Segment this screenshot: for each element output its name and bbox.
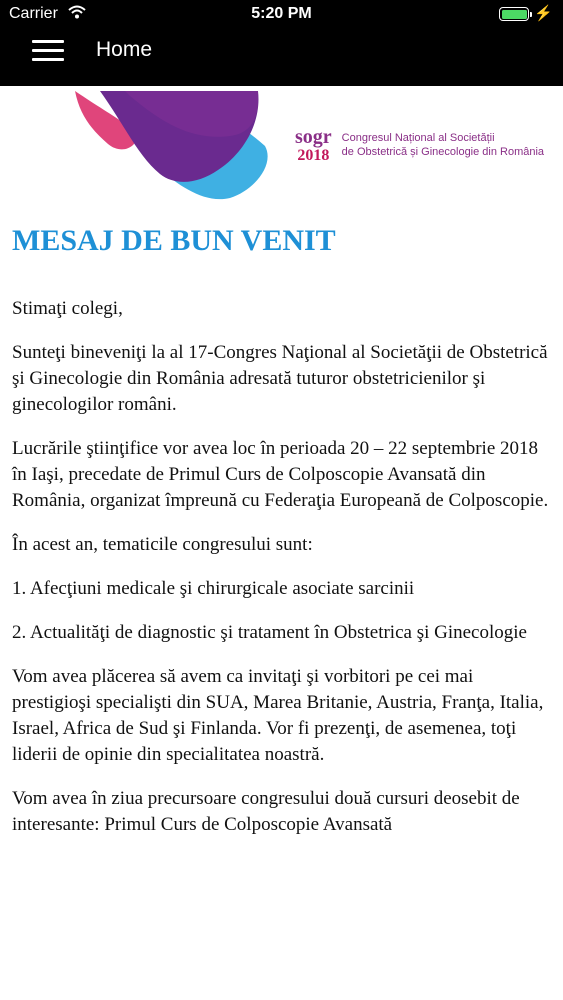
paragraph: Vom avea în ziua precursoare congresului două cursuri deosebit de interesante: Primul Curs de Colposcopie Avansată <box>12 788 520 835</box>
battery-fill <box>502 10 527 19</box>
congress-logo-text <box>295 128 544 166</box>
status-bar <box>0 0 563 30</box>
paragraph: Lucrările ştiinţifice vor avea loc în perioada 20 – 22 septembrie 2018 în Iaşi, precedate de Primul Curs de Colposcopie Avansată din România, organizat împreună cu Federaţia Europeană de Colposcopie. <box>12 438 549 511</box>
clock: 5:20 PM <box>251 5 312 22</box>
congress-logo-graphic <box>30 86 280 202</box>
logo-line-2: de Obstetrică și Ginecologie din România <box>341 146 545 158</box>
logo-mark <box>295 128 332 166</box>
logo-line-1: Congresul Național al Societății <box>341 132 495 144</box>
paragraph: 2. Actualităţi de diagnostic şi tratament în Obstetrica şi Ginecologie <box>12 622 527 643</box>
paragraph: 1. Afecţiuni medicale şi chirurgicale asociate sarcinii <box>12 578 415 599</box>
logo-sogr: sogr <box>295 126 332 148</box>
paragraph: Vom avea plăcerea să avem ca invitaţi şi vorbitori pe cei mai prestigioşi specialişti din SUA, Marea Britanie, Austria, Franţa, Italia, Israel, Africa de Sud şi Finlanda. Vor fi prezenţi, de asemenea, toţi liderii de opinie din specialitatea noastră. <box>12 666 544 765</box>
paragraph: În acest an, tematicile congresului sunt: <box>12 534 313 555</box>
paragraph: Stimaţi colegi, <box>12 298 123 319</box>
battery-tip <box>530 12 532 17</box>
battery-icon <box>499 7 529 21</box>
nav-title: Home <box>96 38 153 61</box>
carrier-label: Carrier <box>9 5 58 22</box>
charging-bolt-icon: ⚡ <box>534 5 553 22</box>
congress-banner <box>0 86 563 206</box>
nav-bar <box>0 36 563 86</box>
top-bar <box>0 0 563 86</box>
paragraph: Sunteţi bineveniţi la al 17-Congres Naţional al Societăţii de Obstetrică şi Ginecologie din România adresată tuturor obstetricienilor şi ginecologilor români. <box>12 342 548 415</box>
hamburger-menu-icon[interactable] <box>32 40 64 62</box>
page-title: MESAJ DE BUN VENIT <box>12 224 336 257</box>
welcome-content <box>0 224 563 838</box>
logo-year: 2018 <box>297 147 330 164</box>
welcome-paragraphs <box>12 296 551 838</box>
logo-caption <box>342 131 544 159</box>
